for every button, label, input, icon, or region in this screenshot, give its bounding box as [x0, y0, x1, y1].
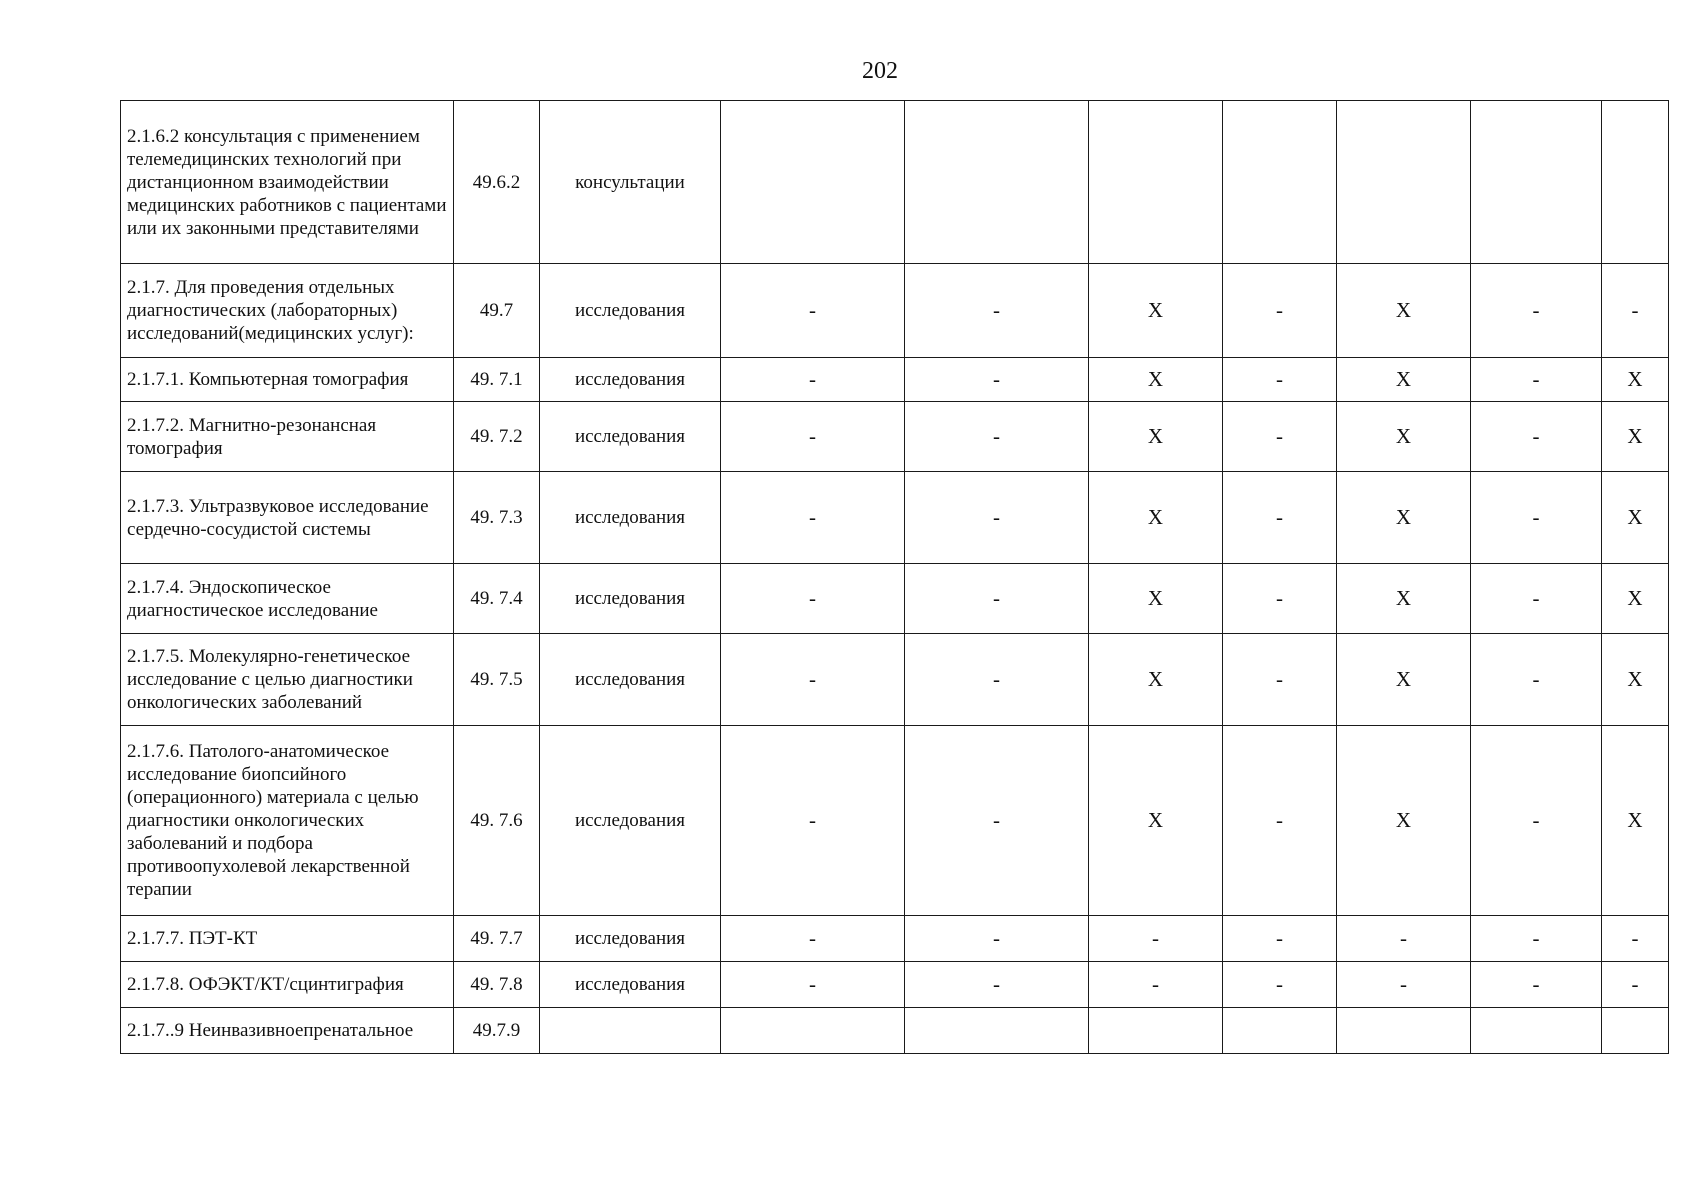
mark-cell [1089, 1008, 1223, 1054]
mark-cell: - [1602, 962, 1669, 1008]
service-name-cell: 2.1.7..9 Неинвазивноепренатальное [121, 1008, 454, 1054]
mark-cell: X [1337, 564, 1471, 634]
service-name-cell: 2.1.7.7. ПЭТ-КТ [121, 916, 454, 962]
mark-cell: X [1602, 358, 1669, 402]
mark-cell [1471, 101, 1602, 264]
service-name-cell: 2.1.7.6. Патолого-анатомическое исследование биопсийного (операционного) материала с целью диагностики онкологических заболеваний и подбора противоопухолевой лекарственной терапии [121, 726, 454, 916]
mark-cell: - [905, 472, 1089, 564]
mark-cell: X [1337, 264, 1471, 358]
service-name-cell: 2.1.7.5. Молекулярно-генетическое исследование с целью диагностики онкологических заболеваний [121, 634, 454, 726]
table-row [121, 962, 1669, 1008]
mark-cell: X [1089, 402, 1223, 472]
service-code-cell: 49. 7.1 [454, 358, 540, 402]
mark-cell: - [721, 264, 905, 358]
unit-cell: исследования [540, 962, 721, 1008]
mark-cell: - [1471, 962, 1602, 1008]
mark-cell: - [1223, 402, 1337, 472]
mark-cell [1602, 101, 1669, 264]
mark-cell: X [1602, 726, 1669, 916]
mark-cell: X [1089, 634, 1223, 726]
mark-cell: - [905, 358, 1089, 402]
mark-cell: - [1602, 264, 1669, 358]
mark-cell [905, 101, 1089, 264]
table-row [121, 916, 1669, 962]
mark-cell: - [905, 634, 1089, 726]
service-code-cell: 49.7 [454, 264, 540, 358]
mark-cell: - [1602, 916, 1669, 962]
service-code-cell: 49. 7.3 [454, 472, 540, 564]
mark-cell: - [721, 916, 905, 962]
mark-cell: - [1223, 634, 1337, 726]
mark-cell: X [1089, 564, 1223, 634]
mark-cell: X [1602, 402, 1669, 472]
mark-cell: X [1602, 472, 1669, 564]
service-name-cell: 2.1.7. Для проведения отдельных диагностических (лабораторных) исследований(медицинских услуг): [121, 264, 454, 358]
unit-cell: исследования [540, 264, 721, 358]
mark-cell: X [1089, 472, 1223, 564]
mark-cell: - [1089, 962, 1223, 1008]
page-number: 202 [862, 58, 898, 84]
mark-cell: X [1602, 564, 1669, 634]
mark-cell: - [721, 962, 905, 1008]
mark-cell: - [1337, 916, 1471, 962]
mark-cell: - [721, 564, 905, 634]
mark-cell: X [1089, 264, 1223, 358]
service-name-cell: 2.1.7.2. Магнитно-резонансная томография [121, 402, 454, 472]
table-row [121, 101, 1669, 264]
mark-cell: - [1471, 264, 1602, 358]
mark-cell: - [1223, 962, 1337, 1008]
mark-cell [721, 101, 905, 264]
mark-cell: X [1337, 472, 1471, 564]
mark-cell [1223, 1008, 1337, 1054]
service-code-cell: 49. 7.8 [454, 962, 540, 1008]
mark-cell: - [1471, 358, 1602, 402]
mark-cell: - [905, 402, 1089, 472]
mark-cell: - [905, 264, 1089, 358]
mark-cell: - [1471, 634, 1602, 726]
mark-cell: - [721, 726, 905, 916]
mark-cell [721, 1008, 905, 1054]
mark-cell: - [905, 564, 1089, 634]
table-row [121, 472, 1669, 564]
mark-cell [1337, 101, 1471, 264]
mark-cell: X [1089, 726, 1223, 916]
table-row [121, 726, 1669, 916]
table-row [121, 402, 1669, 472]
unit-cell: консультации [540, 101, 721, 264]
service-code-cell: 49. 7.6 [454, 726, 540, 916]
mark-cell [905, 1008, 1089, 1054]
mark-cell: X [1602, 634, 1669, 726]
service-code-cell: 49. 7.5 [454, 634, 540, 726]
service-name-cell: 2.1.6.2 консультация с применением телемедицинских технологий при дистанционном взаимодействии медицинских работников с пациентами или их законными представителями [121, 101, 454, 264]
mark-cell: - [1471, 472, 1602, 564]
service-code-cell: 49.7.9 [454, 1008, 540, 1054]
mark-cell: - [721, 358, 905, 402]
mark-cell: - [1089, 916, 1223, 962]
unit-cell [540, 1008, 721, 1054]
mark-cell: X [1337, 726, 1471, 916]
table-body [121, 101, 1669, 1054]
mark-cell: - [1471, 564, 1602, 634]
service-code-cell: 49. 7.7 [454, 916, 540, 962]
mark-cell: - [721, 634, 905, 726]
mark-cell: X [1337, 402, 1471, 472]
mark-cell: - [721, 402, 905, 472]
mark-cell: - [1223, 916, 1337, 962]
mark-cell: X [1337, 634, 1471, 726]
table-row [121, 1008, 1669, 1054]
service-name-cell: 2.1.7.1. Компьютерная томография [121, 358, 454, 402]
mark-cell: - [905, 916, 1089, 962]
mark-cell: - [1471, 726, 1602, 916]
table-row [121, 634, 1669, 726]
service-code-cell: 49. 7.2 [454, 402, 540, 472]
mark-cell [1602, 1008, 1669, 1054]
service-name-cell: 2.1.7.4. Эндоскопическое диагностическое исследование [121, 564, 454, 634]
mark-cell: - [1223, 564, 1337, 634]
service-code-cell: 49.6.2 [454, 101, 540, 264]
table-row [121, 564, 1669, 634]
unit-cell: исследования [540, 916, 721, 962]
unit-cell: исследования [540, 726, 721, 916]
service-code-cell: 49. 7.4 [454, 564, 540, 634]
unit-cell: исследования [540, 634, 721, 726]
mark-cell: X [1337, 358, 1471, 402]
mark-cell: - [1223, 726, 1337, 916]
mark-cell: - [1223, 358, 1337, 402]
mark-cell: - [1471, 916, 1602, 962]
services-table [120, 100, 1669, 1054]
table-row [121, 264, 1669, 358]
service-name-cell: 2.1.7.8. ОФЭКТ/КТ/сцинтиграфия [121, 962, 454, 1008]
mark-cell: - [721, 472, 905, 564]
mark-cell: - [905, 726, 1089, 916]
mark-cell: X [1089, 358, 1223, 402]
mark-cell: - [1471, 402, 1602, 472]
mark-cell [1089, 101, 1223, 264]
unit-cell: исследования [540, 358, 721, 402]
service-name-cell: 2.1.7.3. Ультразвуковое исследование сердечно-сосудистой системы [121, 472, 454, 564]
mark-cell [1223, 101, 1337, 264]
unit-cell: исследования [540, 564, 721, 634]
unit-cell: исследования [540, 472, 721, 564]
mark-cell: - [1337, 962, 1471, 1008]
unit-cell: исследования [540, 402, 721, 472]
mark-cell [1471, 1008, 1602, 1054]
table-row [121, 358, 1669, 402]
mark-cell [1337, 1008, 1471, 1054]
mark-cell: - [1223, 472, 1337, 564]
mark-cell: - [905, 962, 1089, 1008]
mark-cell: - [1223, 264, 1337, 358]
